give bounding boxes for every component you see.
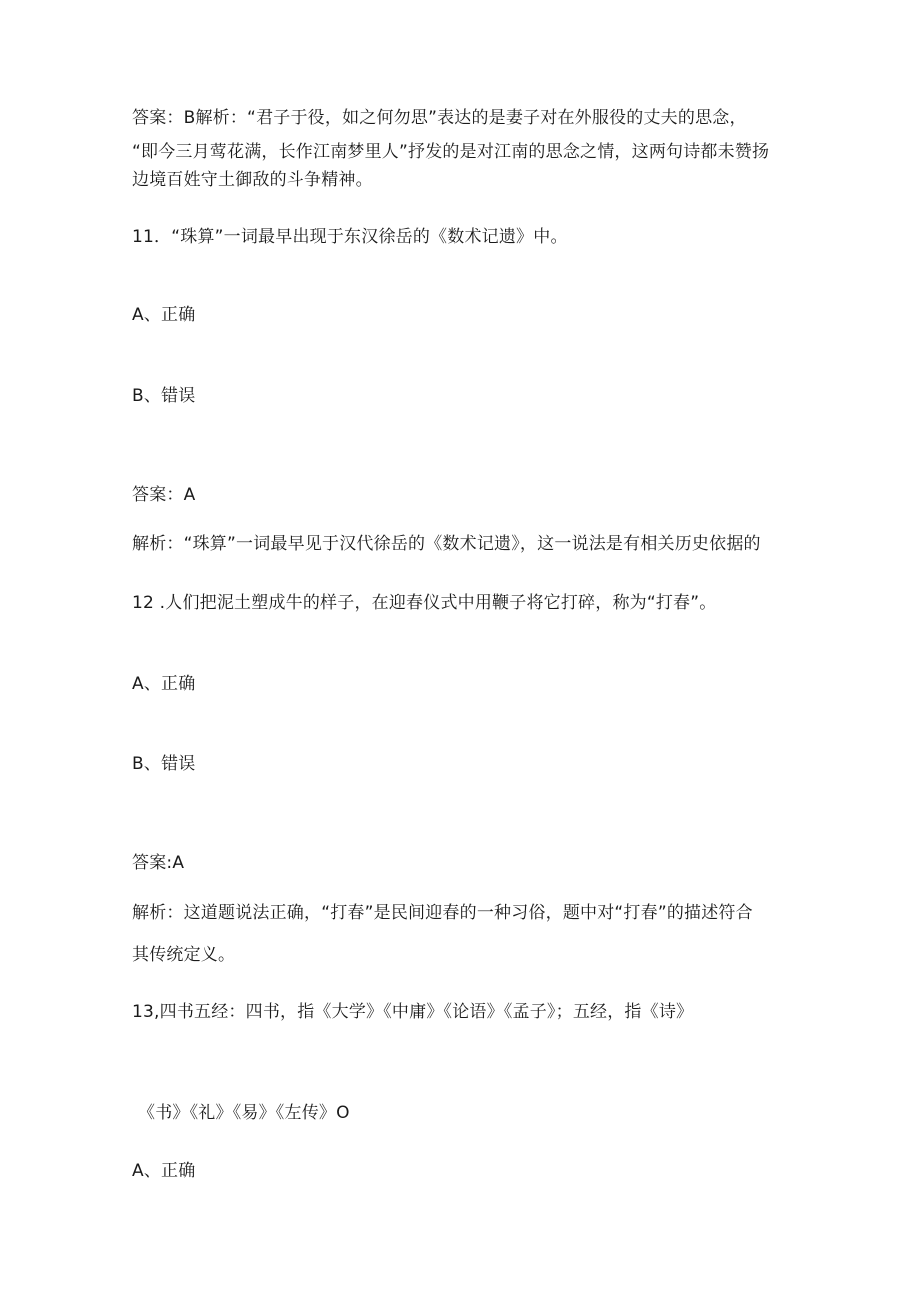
q11-answer: 答案：A	[132, 485, 196, 505]
q10-answer-line1: 答案：B解析：“君子于役，如之何勿思”表达的是妻子对在外服役的丈夫的思念，	[132, 108, 747, 128]
q12-question: 12 .人们把泥土塑成牛的样子，在迎春仪式中用鞭子将它打碎，称为“打春”。	[132, 593, 717, 613]
q11-question: 11．“珠算”一词最早出现于东汉徐岳的《数术记遗》中。	[132, 227, 568, 247]
q13-option-a: A、正确	[132, 1161, 196, 1181]
q10-answer-line3: 边境百姓守土御敌的斗争精神。	[132, 170, 373, 190]
q12-option-b: B、错误	[132, 754, 196, 774]
q13-question-line2: 《书》《礼》《易》《左传》O	[138, 1103, 350, 1123]
q12-analysis-line2: 其传统定义。	[132, 945, 236, 965]
q12-analysis-line1: 解析：这道题说法正确，“打春”是民间迎春的一种习俗，题中对“打春”的描述符合	[132, 903, 753, 923]
q11-option-a: A、正确	[132, 305, 196, 325]
q13-question-line1: 13,四书五经：四书，指《大学》《中庸》《论语》《孟子》；五经，指《诗》	[132, 1002, 694, 1022]
q11-option-b: B、错误	[132, 386, 196, 406]
q12-answer: 答案:A	[132, 853, 185, 873]
q12-option-a: A、正确	[132, 674, 196, 694]
q11-analysis: 解析：“珠算”一词最早见于汉代徐岳的《数术记遗》，这一说法是有相关历史依据的	[132, 534, 761, 554]
q10-answer-line2: “即今三月莺花满，长作江南梦里人”抒发的是对江南的思念之情，这两句诗都未赞扬	[132, 142, 770, 162]
